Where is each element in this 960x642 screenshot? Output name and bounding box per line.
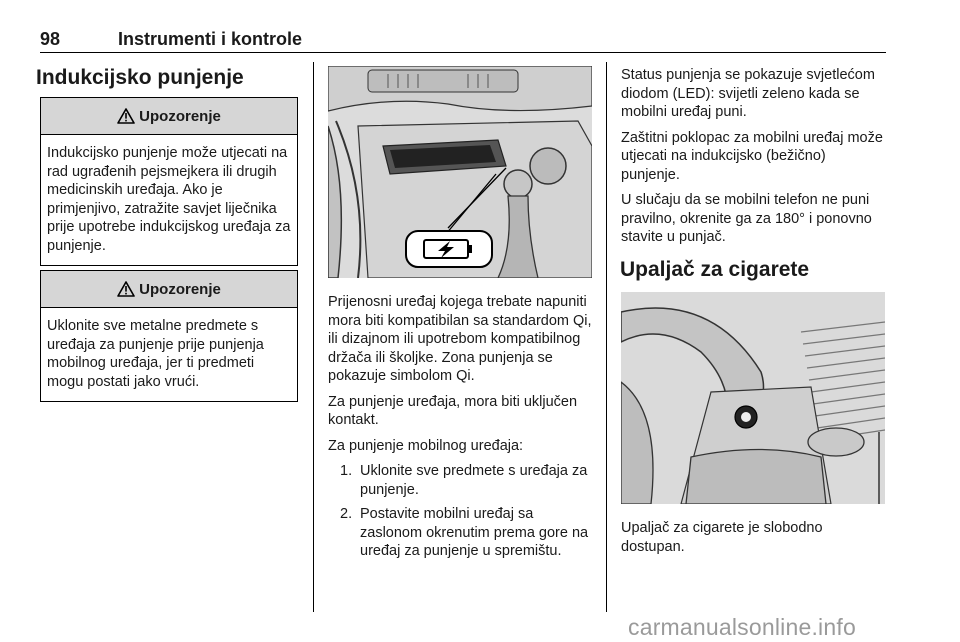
page-number: 98 [40, 29, 61, 49]
warning-triangle-icon [117, 281, 135, 297]
step-number: 1. [340, 463, 353, 479]
header-divider [40, 52, 886, 53]
paragraph: U slučaju da se mobilni telefon ne puni pravilno, okrenite ga za 180° i ponovno stavite u punjač. [621, 192, 872, 245]
warning-box-pacemaker [40, 97, 298, 266]
step-text: Postavite mobilni uređaj sa zaslonom okrenutim prema gore na uređaj za punjenje u spremištu. [360, 506, 589, 559]
warning-heading-text: Upozorenje [139, 107, 221, 125]
warning-heading [41, 271, 297, 308]
paragraph: Za punjenje uređaja, mora biti uključen kontakt. [328, 393, 578, 428]
warning-text: Uklonite sve metalne predmete s uređaja za punjenje prije punjenja mobilnog uređaja, jer ti predmeti mogu postati jako vrući. [47, 318, 264, 390]
column-divider-right [606, 62, 607, 612]
warning-text: Indukcijsko punjenje može utjecati na rad ugrađenih pejsmejkera ili drugih medicinskih uređaja. Ako je primjenjivo, zatražite savjet liječnika prije upotrebe indukcijskog uređaja za punjenje. [47, 145, 291, 254]
warning-box-metal-objects [40, 270, 298, 402]
warning-triangle-icon [117, 108, 135, 124]
paragraph: Za punjenje mobilnog uređaja: [328, 437, 524, 454]
lighter-drawing [621, 292, 885, 504]
chapter-title: Instrumenti i kontrole [118, 29, 303, 49]
inductive-charger-illustration [328, 66, 592, 278]
watermark: carmanualsonline.info [628, 614, 856, 640]
console-drawing [328, 66, 592, 278]
middle-column-text [328, 293, 596, 567]
warning-heading [41, 98, 297, 135]
column-divider-left [313, 62, 314, 612]
section-title-inductive-charging: Indukcijsko punjenje [36, 66, 244, 89]
paragraph: Upaljač za cigarete je slobodno dostupan. [621, 520, 823, 555]
paragraph: Prijenosni uređaj kojega trebate napuniti mora biti kompatibilan sa standardom Qi, ili dizajnom ili upotrebom kompatibilnog držača ili školjke. Zona punjenja se pokazuje simbolom Qi. [328, 294, 592, 384]
warning-heading-text: Upozorenje [139, 280, 221, 298]
step-text: Uklonite sve predmete s uređaja za punjenje. [360, 463, 588, 498]
paragraph: Status punjenja se pokazuje svjetlećom diodom (LED): svijetli zeleno kada se mobilni uređaj puni. [621, 67, 875, 120]
step-number: 2. [340, 506, 353, 522]
paragraph: Zaštitni poklopac za mobilni uređaj može utjecati na indukcijsko (bežično) punjenje. [621, 129, 883, 183]
right-column-text [621, 66, 887, 254]
cigarette-lighter-illustration [621, 292, 885, 504]
cigarette-lighter-text [621, 519, 887, 563]
section-title-cigarette-lighter: Upaljač za cigarete [620, 258, 810, 281]
list-item [328, 505, 596, 561]
charging-steps-list [328, 462, 596, 561]
list-item [328, 462, 596, 499]
